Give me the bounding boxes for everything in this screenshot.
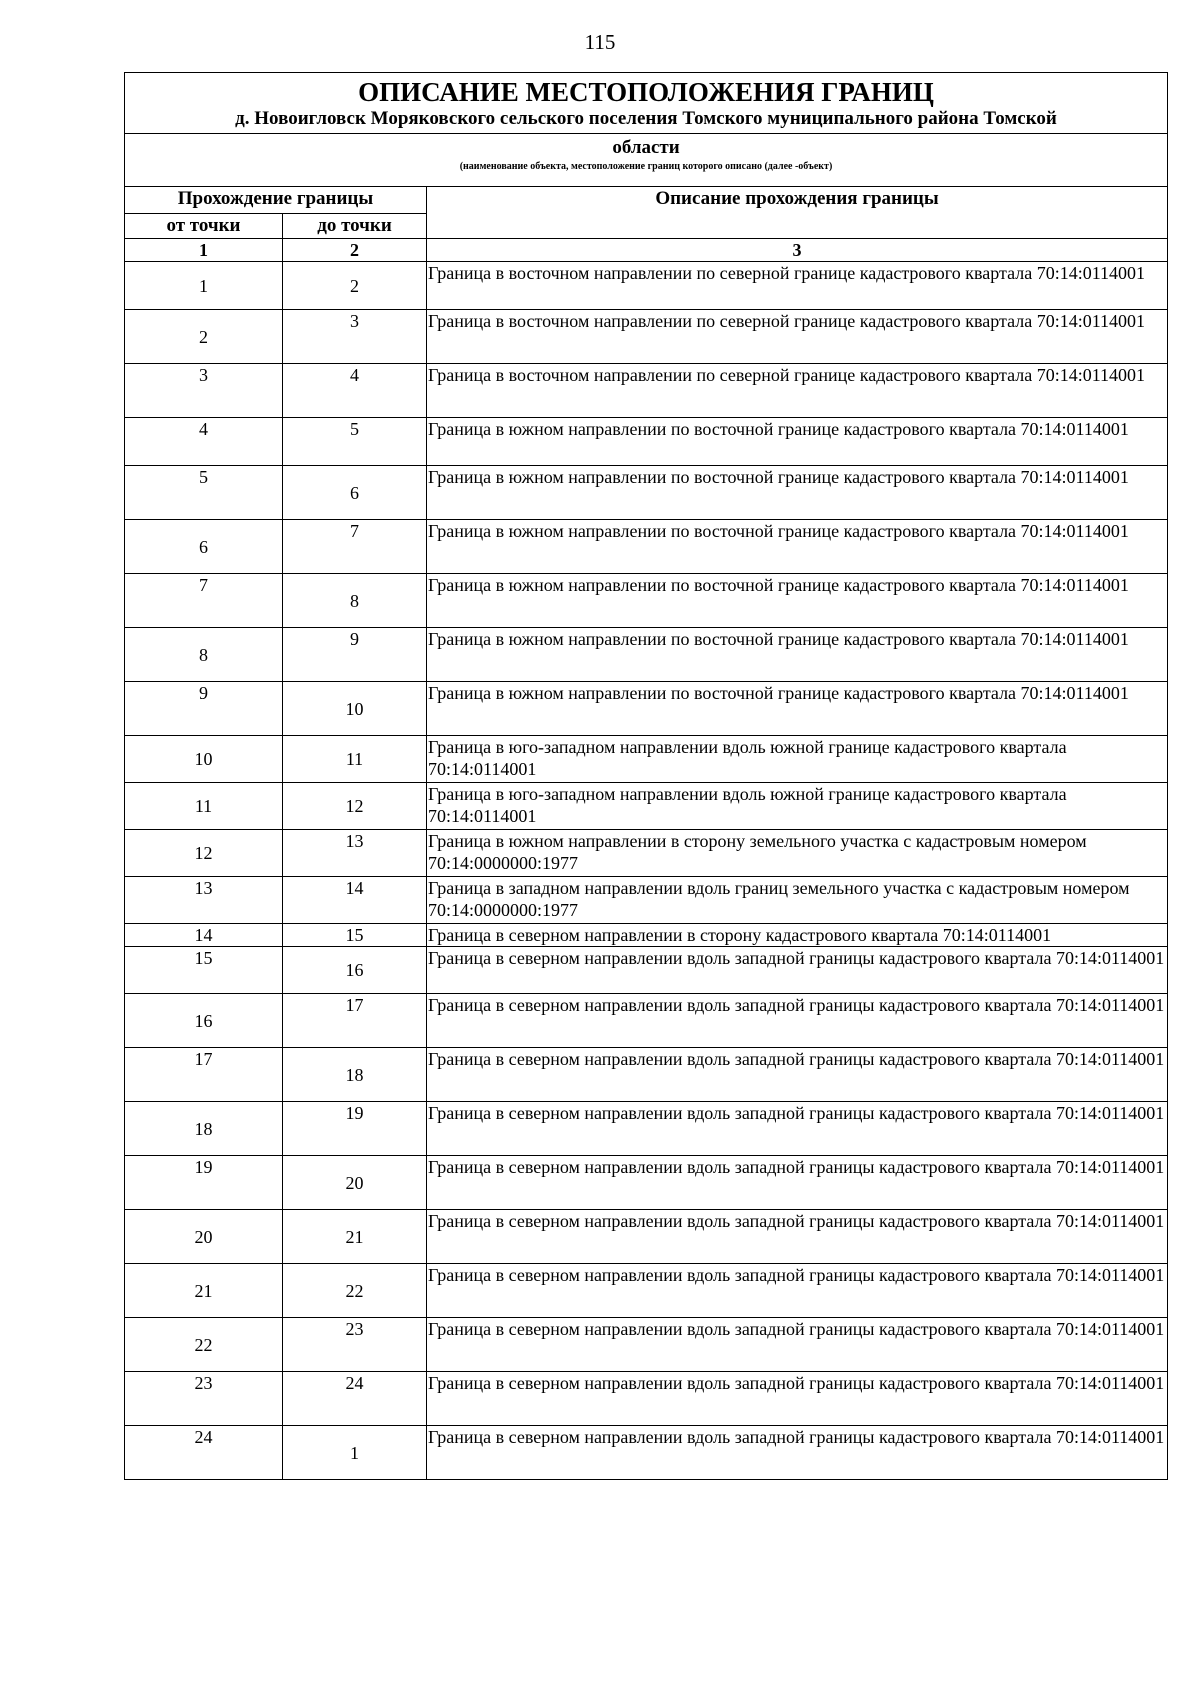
- to-point-cell: 1: [283, 1426, 427, 1480]
- to-point-cell: 13: [283, 830, 427, 877]
- description-cell: Граница в юго-западном направлении вдоль южной границе кадастрового квартала 70:14:0114001: [427, 736, 1168, 783]
- header-to: до точки: [283, 214, 427, 239]
- to-point-cell: 23: [283, 1318, 427, 1372]
- from-point-cell: 17: [125, 1048, 283, 1102]
- description-cell: Граница в северном направлении вдоль западной границы кадастрового квартала 70:14:0114001: [427, 1426, 1168, 1480]
- description-cell: Граница в северном направлении вдоль западной границы кадастрового квартала 70:14:0114001: [427, 1318, 1168, 1372]
- to-point-cell: 16: [283, 947, 427, 994]
- from-point-cell: 21: [125, 1264, 283, 1318]
- description-cell: Граница в южном направлении по восточной границе кадастрового квартала 70:14:0114001: [427, 574, 1168, 628]
- from-point-cell: 22: [125, 1318, 283, 1372]
- table-row: [125, 783, 1168, 830]
- from-point-cell: 23: [125, 1372, 283, 1426]
- to-point-cell: 5: [283, 418, 427, 466]
- to-point-cell: 20: [283, 1156, 427, 1210]
- to-point-cell: 3: [283, 310, 427, 364]
- description-cell: Граница в северном направлении вдоль западной границы кадастрового квартала 70:14:0114001: [427, 1102, 1168, 1156]
- to-point-cell: 18: [283, 1048, 427, 1102]
- table-row: [125, 466, 1168, 520]
- boundary-description-table: [124, 72, 1168, 1480]
- table-row: [125, 830, 1168, 877]
- table-row: [125, 364, 1168, 418]
- description-cell: Граница в северном направлении вдоль западной границы кадастрового квартала 70:14:0114001: [427, 1210, 1168, 1264]
- from-point-cell: 5: [125, 466, 283, 520]
- description-cell: Граница в южном направлении по восточной границе кадастрового квартала 70:14:0114001: [427, 628, 1168, 682]
- from-point-cell: 8: [125, 628, 283, 682]
- description-cell: Граница в северном направлении вдоль западной границы кадастрового квартала 70:14:0114001: [427, 1372, 1168, 1426]
- object-row: [125, 134, 1168, 187]
- table-row: [125, 947, 1168, 994]
- from-point-cell: 9: [125, 682, 283, 736]
- table-row: [125, 1102, 1168, 1156]
- object-name: области: [612, 137, 680, 158]
- to-point-cell: 17: [283, 994, 427, 1048]
- header-description: Описание прохождения границы: [427, 187, 1168, 239]
- description-cell: Граница в северном направлении вдоль западной границы кадастрового квартала 70:14:0114001: [427, 1048, 1168, 1102]
- description-cell: Граница в северном направлении вдоль западной границы кадастрового квартала 70:14:0114001: [427, 1156, 1168, 1210]
- from-point-cell: 13: [125, 877, 283, 924]
- table-row: [125, 310, 1168, 364]
- table-row: [125, 994, 1168, 1048]
- from-point-cell: 2: [125, 310, 283, 364]
- header-from: от точки: [125, 214, 283, 239]
- table-row: [125, 262, 1168, 310]
- table-row: [125, 1210, 1168, 1264]
- description-cell: Граница в западном направлении вдоль границ земельного участка с кадастровым номером 70:14:0000000:1977: [427, 877, 1168, 924]
- to-point-cell: 4: [283, 364, 427, 418]
- from-point-cell: 1: [125, 262, 283, 310]
- description-cell: Граница в восточном направлении по северной границе кадастрового квартала 70:14:0114001: [427, 310, 1168, 364]
- to-point-cell: 24: [283, 1372, 427, 1426]
- from-point-cell: 19: [125, 1156, 283, 1210]
- title-cell: [125, 73, 1168, 134]
- page-number: 115: [584, 30, 616, 54]
- from-point-cell: 6: [125, 520, 283, 574]
- to-point-cell: 8: [283, 574, 427, 628]
- title-row: [125, 73, 1168, 134]
- to-point-cell: 21: [283, 1210, 427, 1264]
- from-point-cell: 3: [125, 364, 283, 418]
- from-point-cell: 7: [125, 574, 283, 628]
- to-point-cell: 10: [283, 682, 427, 736]
- description-cell: Граница в южном направлении по восточной границе кадастрового квартала 70:14:0114001: [427, 466, 1168, 520]
- to-point-cell: 9: [283, 628, 427, 682]
- header-row-1: [125, 187, 1168, 214]
- from-point-cell: 10: [125, 736, 283, 783]
- to-point-cell: 22: [283, 1264, 427, 1318]
- to-point-cell: 15: [283, 924, 427, 947]
- description-cell: Граница в южном направлении по восточной границе кадастрового квартала 70:14:0114001: [427, 682, 1168, 736]
- document-subtitle: д. Новоигловск Моряковского сельского поселения Томского муниципального района Томской: [235, 108, 1057, 129]
- table-row: [125, 736, 1168, 783]
- table-row: [125, 520, 1168, 574]
- table-row: [125, 924, 1168, 947]
- table-row: [125, 877, 1168, 924]
- object-caption: (наименование объекта, местоположение границ которого описано (далее -объект): [459, 161, 833, 172]
- description-cell: Граница в южном направлении в сторону земельного участка с кадастровым номером 70:14:0000000:1977: [427, 830, 1168, 877]
- from-point-cell: 14: [125, 924, 283, 947]
- description-cell: Граница в южном направлении по восточной границе кадастрового квартала 70:14:0114001: [427, 520, 1168, 574]
- to-point-cell: 2: [283, 262, 427, 310]
- column-number-1: 1: [125, 239, 283, 262]
- from-point-cell: 12: [125, 830, 283, 877]
- description-cell: Граница в юго-западном направлении вдоль южной границе кадастрового квартала 70:14:0114001: [427, 783, 1168, 830]
- to-point-cell: 19: [283, 1102, 427, 1156]
- table-row: [125, 1318, 1168, 1372]
- table-row: [125, 1372, 1168, 1426]
- table-row: [125, 1156, 1168, 1210]
- column-number-3: 3: [427, 239, 1168, 262]
- table-row: [125, 1264, 1168, 1318]
- from-point-cell: 4: [125, 418, 283, 466]
- description-cell: Граница в северном направлении вдоль западной границы кадастрового квартала 70:14:0114001: [427, 994, 1168, 1048]
- description-cell: Граница в восточном направлении по северной границе кадастрового квартала 70:14:0114001: [427, 262, 1168, 310]
- header-passage: Прохождение границы: [125, 187, 427, 214]
- from-point-cell: 15: [125, 947, 283, 994]
- from-point-cell: 11: [125, 783, 283, 830]
- table-row: [125, 1048, 1168, 1102]
- column-number-row: [125, 239, 1168, 262]
- from-point-cell: 24: [125, 1426, 283, 1480]
- object-cell: [125, 134, 1168, 187]
- to-point-cell: 11: [283, 736, 427, 783]
- table-row: [125, 1426, 1168, 1480]
- description-cell: Граница в южном направлении по восточной границе кадастрового квартала 70:14:0114001: [427, 418, 1168, 466]
- table-row: [125, 574, 1168, 628]
- from-point-cell: 18: [125, 1102, 283, 1156]
- document-title: ОПИСАНИЕ МЕСТОПОЛОЖЕНИЯ ГРАНИЦ: [358, 77, 934, 107]
- table-row: [125, 628, 1168, 682]
- column-number-2: 2: [283, 239, 427, 262]
- to-point-cell: 14: [283, 877, 427, 924]
- table-body: [125, 262, 1168, 1480]
- to-point-cell: 6: [283, 466, 427, 520]
- description-cell: Граница в восточном направлении по северной границе кадастрового квартала 70:14:0114001: [427, 364, 1168, 418]
- description-cell: Граница в северном направлении вдоль западной границы кадастрового квартала 70:14:0114001: [427, 947, 1168, 994]
- description-cell: Граница в северном направлении вдоль западной границы кадастрового квартала 70:14:0114001: [427, 1264, 1168, 1318]
- from-point-cell: 16: [125, 994, 283, 1048]
- from-point-cell: 20: [125, 1210, 283, 1264]
- to-point-cell: 12: [283, 783, 427, 830]
- description-cell: Граница в северном направлении в сторону кадастрового квартала 70:14:0114001: [427, 924, 1168, 947]
- table-row: [125, 682, 1168, 736]
- table-row: [125, 418, 1168, 466]
- to-point-cell: 7: [283, 520, 427, 574]
